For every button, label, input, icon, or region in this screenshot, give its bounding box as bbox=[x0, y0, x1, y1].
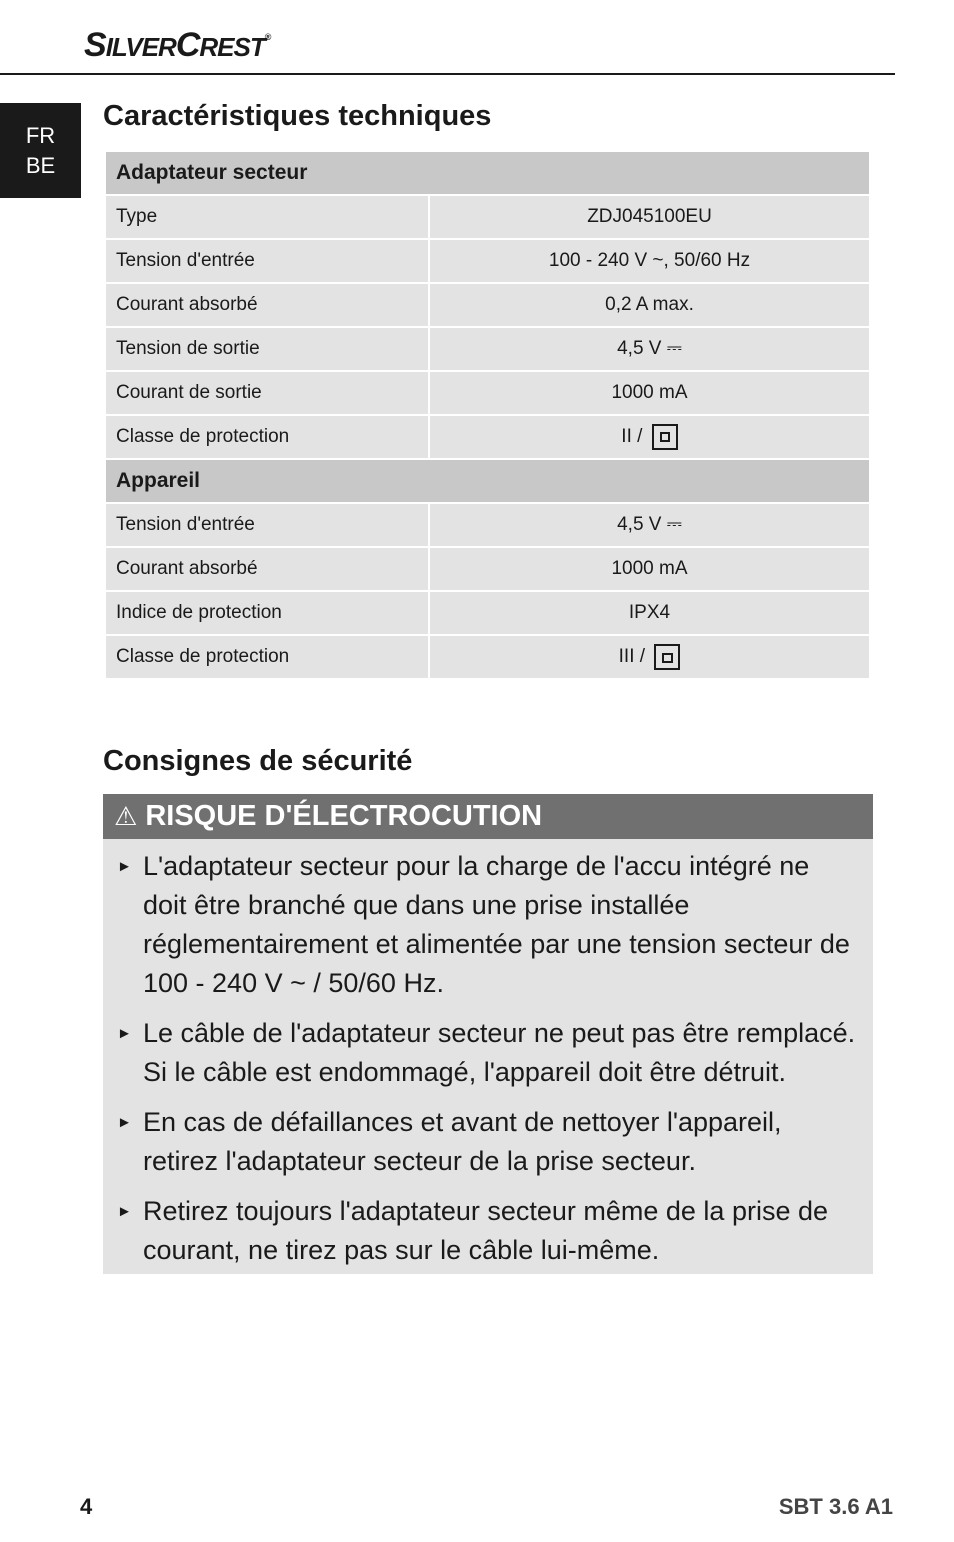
row-label: Classe de protection bbox=[105, 635, 429, 679]
spec-table bbox=[104, 150, 871, 680]
safety-heading: Consignes de sécurité bbox=[103, 745, 413, 777]
table-row bbox=[105, 547, 870, 591]
table-row bbox=[105, 635, 870, 679]
spec-heading: Caractéristiques techniques bbox=[103, 100, 492, 132]
adapter-section-title: Adaptateur secteur bbox=[105, 151, 870, 195]
bullet-arrow-icon: ► bbox=[117, 858, 132, 875]
page-number: 4 bbox=[80, 1494, 93, 1519]
row-label: Courant absorbé bbox=[105, 547, 429, 591]
row-value: 0,2 A max. bbox=[429, 283, 870, 327]
list-item: ► En cas de défaillances et avant de nettoyer l'appareil, retirez l'adaptateur secteur de la prise secteur. bbox=[117, 1103, 857, 1181]
table-section-row bbox=[105, 151, 870, 195]
row-value: IPX4 bbox=[429, 591, 870, 635]
row-value: 4,5 V ⎓ bbox=[429, 327, 870, 371]
row-label: Courant de sortie bbox=[105, 371, 429, 415]
protection-class-ii-icon bbox=[652, 424, 678, 450]
row-label: Courant absorbé bbox=[105, 283, 429, 327]
row-label: Classe de protection bbox=[105, 415, 429, 459]
row-label: Type bbox=[105, 195, 429, 239]
warning-title: RISQUE D'ÉLECTROCUTION bbox=[145, 800, 543, 832]
list-item: ► Le câble de l'adaptateur secteur ne peut pas être remplacé. Si le câble est endommagé, l'appareil doit être détruit. bbox=[117, 1014, 857, 1092]
row-value: II / bbox=[621, 426, 643, 448]
bullet-arrow-icon: ► bbox=[117, 1203, 132, 1220]
row-value: 1000 mA bbox=[429, 547, 870, 591]
row-label: Tension d'entrée bbox=[105, 239, 429, 283]
table-row bbox=[105, 195, 870, 239]
table-row bbox=[105, 591, 870, 635]
row-label: Indice de protection bbox=[105, 591, 429, 635]
bullet-arrow-icon: ► bbox=[117, 1025, 132, 1042]
lang-code-fr: FR bbox=[25, 123, 56, 148]
table-row bbox=[105, 239, 870, 283]
table-row bbox=[105, 371, 870, 415]
table-row bbox=[105, 283, 870, 327]
protection-class-iii-icon bbox=[654, 644, 680, 670]
row-value: 100 - 240 V ~, 50/60 Hz bbox=[429, 239, 870, 283]
device-section-title: Appareil bbox=[105, 459, 870, 503]
bullet-arrow-icon: ► bbox=[117, 1114, 132, 1131]
row-label: Tension de sortie bbox=[105, 327, 429, 371]
warning-header bbox=[103, 794, 873, 839]
lang-code-be: BE bbox=[25, 153, 56, 178]
table-row bbox=[105, 327, 870, 371]
table-section-row bbox=[105, 459, 870, 503]
table-row bbox=[105, 503, 870, 547]
row-label: Tension d'entrée bbox=[105, 503, 429, 547]
row-value-cell bbox=[429, 635, 870, 679]
row-value: 4,5 V ⎓ bbox=[429, 503, 870, 547]
header-divider bbox=[0, 73, 895, 75]
row-value-cell bbox=[429, 415, 870, 459]
row-value: III / bbox=[618, 646, 646, 668]
row-value: ZDJ045100EU bbox=[429, 195, 870, 239]
warning-list bbox=[103, 839, 873, 1270]
row-value: 1000 mA bbox=[429, 371, 870, 415]
model-number: SBT 3.6 A1 bbox=[778, 1494, 893, 1519]
brand-logo: SILVERCREST® bbox=[84, 26, 271, 64]
language-tab bbox=[0, 103, 81, 198]
list-item: ► Retirez toujours l'adaptateur secteur même de la prise de courant, ne tirez pas sur le câble lui-même. bbox=[117, 1192, 857, 1270]
warning-triangle-icon: ⚠ bbox=[114, 801, 138, 831]
list-item: ► L'adaptateur secteur pour la charge de l'accu intégré ne doit être branché que dans une prise installée réglementairement et alimentée par une tension secteur de 100 - 240 V ~ / 50/60 Hz. bbox=[117, 847, 857, 1003]
table-row bbox=[105, 415, 870, 459]
warning-box bbox=[103, 794, 873, 1274]
